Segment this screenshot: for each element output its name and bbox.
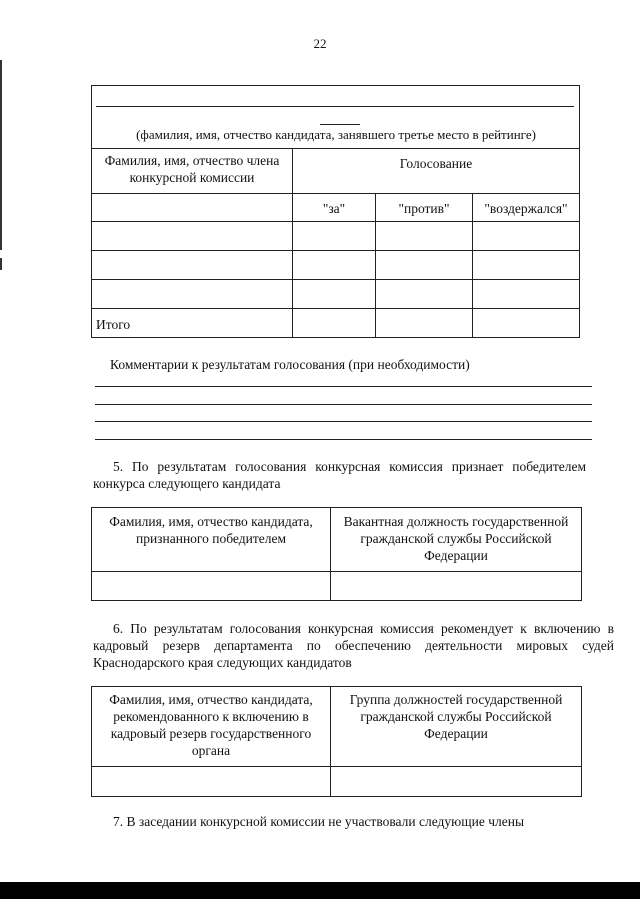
winner-position-header: Вакантная должность государственной гражданской службы Российской Федерации: [331, 508, 582, 572]
winner-table: [91, 507, 582, 601]
comment-line: [95, 439, 592, 440]
reserve-name-header: Фамилия, имя, отчество кандидата, рекомендованного к включению в кадровый резерв государственного органа: [92, 687, 331, 767]
section-5-text: 5. По результатам голосования конкурсная комиссия признает победителем конкурса следующего кандидата: [93, 459, 586, 491]
col-abstained-header: "воздержался": [473, 194, 580, 222]
voting-table: [91, 85, 580, 338]
table-row: [92, 572, 582, 601]
comments-label: Комментарии к результатам голосования (при необходимости): [110, 357, 470, 372]
col-for-header: "за": [293, 194, 376, 222]
table-row: [92, 767, 582, 797]
total-row: [92, 309, 580, 338]
page-number: 22: [313, 36, 327, 51]
total-label: Итого: [92, 309, 293, 338]
winner-name-header: Фамилия, имя, отчество кандидата, признанного победителем: [92, 508, 331, 572]
voting-header: Голосование: [293, 149, 580, 194]
member-header: Фамилия, имя, отчество члена конкурсной комиссии: [92, 149, 293, 194]
candidate-name-short-line: [320, 124, 360, 125]
comment-line: [95, 421, 592, 422]
candidate-caption: (фамилия, имя, отчество кандидата, занявшего третье место в рейтинге): [136, 127, 536, 142]
section-7-text: 7. В заседании конкурсной комиссии не участвовали следующие члены: [113, 814, 525, 829]
scan-bottom-edge: [0, 882, 640, 899]
table-row: [92, 222, 580, 251]
scan-margin-mark: [0, 60, 2, 250]
table-row: [92, 251, 580, 280]
reserve-group-header: Группа должностей государственной гражданской службы Российской Федерации: [331, 687, 582, 767]
reserve-table: [91, 686, 582, 797]
scan-margin-mark: [0, 258, 2, 270]
col-against-header: "против": [376, 194, 473, 222]
member-name-cell: [92, 194, 293, 222]
comment-line: [95, 404, 592, 405]
candidate-name-cell: [92, 86, 580, 149]
candidate-name-line: [96, 106, 574, 107]
table-row: [92, 280, 580, 309]
comment-line: [95, 386, 592, 387]
section-6-text: 6. По результатам голосования конкурсная комиссия рекомендует к включению в кадровый резерв департамента по обеспечению деятельности мировых судей Краснодарского края следующих кандидатов: [93, 621, 614, 670]
